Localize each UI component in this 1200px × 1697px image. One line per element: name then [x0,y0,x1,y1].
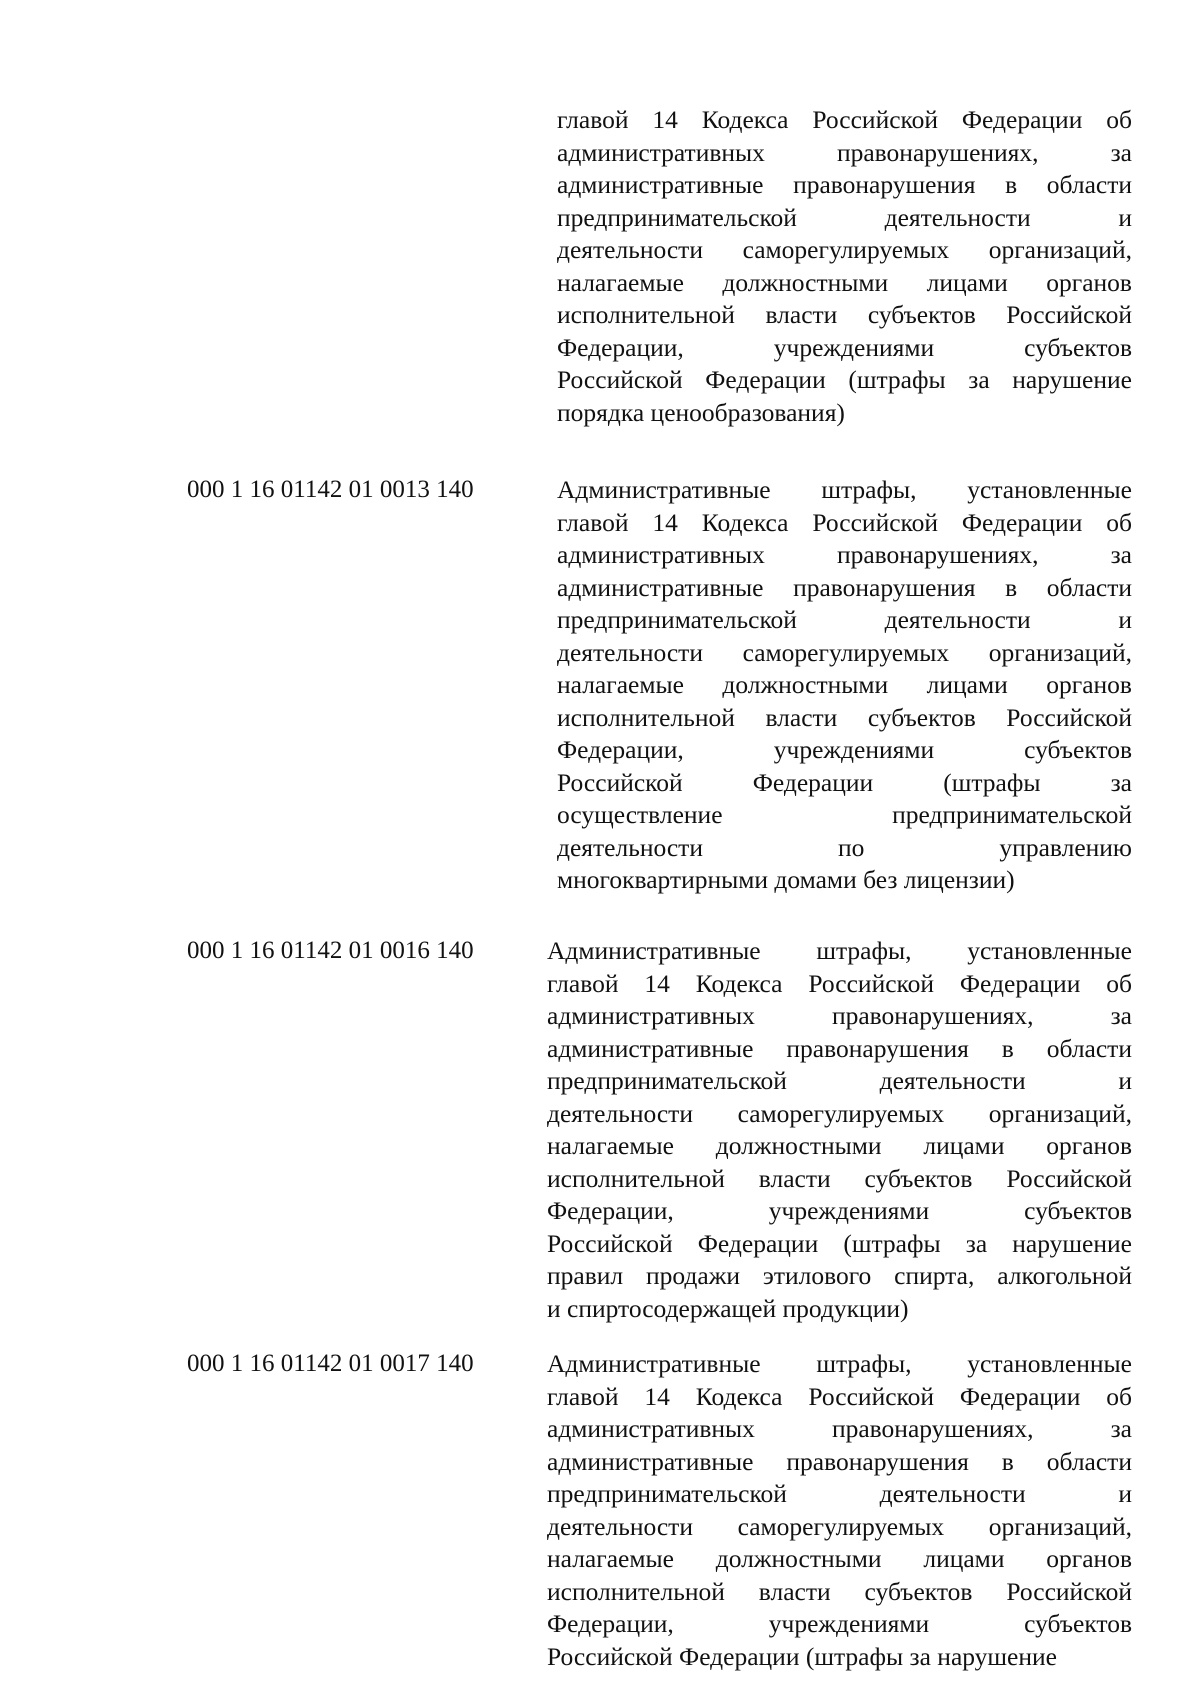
description-word: саморегулируемых [737,1098,945,1128]
description-word: саморегулируемых [737,1511,945,1541]
description-word: Российской [557,767,683,797]
description-line [547,1478,1132,1511]
description-word: за [1110,1414,1132,1443]
description-word: организаций, [988,1511,1132,1541]
description-line [547,1576,1132,1609]
description-word: правонарушения [786,1033,969,1063]
budget-classification-code: 000 1 16 01142 01 0016 140 [187,937,474,964]
description-word: правонарушения [793,572,976,602]
description-word: осуществление [557,800,723,829]
description-word: главой [547,968,619,998]
description-word: власти [765,300,838,329]
description-word: об [1106,968,1132,998]
description-word: субъектов [867,702,976,732]
description-word: Федерации [705,365,826,394]
revenue-description [547,1348,1132,1673]
description-word: об [1106,507,1132,537]
description-word: предпринимательской [892,800,1132,829]
description-line [557,767,1132,800]
description-word: штрафы, [816,936,912,965]
description-line [557,364,1132,397]
description-text: порядка ценообразования) [557,397,845,427]
description-line [547,1033,1132,1066]
description-line [557,397,1132,430]
description-word: должностными [715,1131,882,1160]
revenue-description [557,104,1132,429]
description-word: Федерации [697,1228,819,1258]
description-word: Административные [547,936,761,965]
description-word: продажи [646,1261,740,1290]
description-word: области [1046,1033,1132,1063]
description-word: и [1118,202,1132,232]
description-line [547,1228,1132,1261]
description-word: главой [547,1381,619,1411]
description-line [557,669,1132,702]
description-word: алкогольной [997,1261,1132,1290]
description-word: этилового [762,1261,872,1290]
description-line [557,234,1132,267]
description-word: Российской [812,105,939,134]
description-word: в [1001,1033,1014,1063]
description-word: налагаемые [547,1544,674,1573]
description-line [557,202,1132,235]
description-word: Кодекса [701,105,789,134]
description-word: органов [1046,670,1132,699]
description-word: Российской [1006,1163,1132,1193]
description-word: Административные [557,475,771,504]
description-word: за [1110,767,1132,797]
description-line [557,474,1132,507]
revenue-description [547,935,1132,1325]
description-line [547,1130,1132,1163]
description-word: саморегулируемых [742,637,950,667]
description-line [547,1260,1132,1293]
description-word: Федерации, [557,735,684,764]
description-text: Российской Федерации (штрафы за нарушение [547,1641,1057,1671]
description-word: субъектов [1024,1609,1132,1638]
description-line [557,267,1132,300]
description-word: организаций, [988,637,1132,667]
description-word: главой [557,105,629,134]
description-line [557,332,1132,365]
description-word: и [1118,1479,1132,1508]
description-text: многоквартирными домами без лицензии) [557,865,1015,894]
description-word: области [1046,1446,1132,1476]
description-line [547,935,1132,968]
description-word: за [1110,1001,1132,1030]
description-word: деятельности [557,637,703,667]
description-word: саморегулируемых [742,235,950,264]
description-word: административных [557,137,765,167]
description-line [547,1511,1132,1544]
description-word: правонарушениях, [836,137,1039,167]
description-word: главой [557,507,629,537]
description-word: правонарушения [793,170,976,199]
description-line [547,1381,1132,1414]
description-word: исполнительной [557,300,735,329]
description-word: субъектов [864,1576,973,1606]
description-word: деятельности [879,1479,1026,1508]
description-line [557,832,1132,865]
description-word: правонарушениях, [836,540,1039,569]
description-word: Федерации, [547,1609,674,1638]
budget-classification-code: 000 1 16 01142 01 0013 140 [187,476,474,503]
description-word: установленные [967,1349,1132,1378]
description-word: правил [547,1261,624,1290]
description-line [557,604,1132,637]
description-word: Федерации [959,968,1081,998]
description-word: должностными [722,267,889,297]
description-word: Российской [557,365,683,394]
description-line [547,1293,1132,1326]
description-line [547,1000,1132,1033]
description-word: 14 [644,1381,670,1411]
description-word: об [1106,1381,1132,1411]
description-word: административных [547,1001,755,1030]
description-line [557,864,1132,897]
description-word: правонарушения [786,1446,969,1476]
description-line [547,1413,1132,1446]
description-word: Российской [1006,702,1132,732]
description-word: организаций, [988,1098,1132,1128]
description-word: власти [758,1576,831,1606]
description-word: учреждениями [773,332,935,362]
description-word: учреждениями [768,1196,930,1225]
description-word: об [1106,105,1132,134]
description-word: деятельности [879,1066,1026,1095]
description-word: Федерации [961,105,1083,134]
description-word: деятельности [547,1098,693,1128]
description-word: субъектов [1024,735,1132,764]
description-word: субъектов [1024,1196,1132,1225]
description-word: Российской [547,1228,673,1258]
description-word: за [968,365,990,394]
description-word: за [965,1228,988,1258]
description-word: власти [758,1163,831,1193]
description-line [547,1195,1132,1228]
description-word: за [1110,137,1132,167]
description-word: административные [547,1033,754,1063]
description-line [547,1543,1132,1576]
budget-classification-code: 000 1 16 01142 01 0017 140 [187,1350,474,1377]
description-line [547,1608,1132,1641]
description-word: субъектов [1024,332,1132,362]
description-line [547,968,1132,1001]
description-word: (штрафы [848,365,946,394]
description-word: Федерации [959,1381,1081,1411]
description-word: предпринимательской [547,1066,787,1095]
description-word: деятельности [557,235,703,264]
description-line [547,1446,1132,1479]
description-word: в [1005,572,1018,602]
description-word: Российской [1006,1576,1132,1606]
description-line [557,572,1132,605]
description-word: спирта, [894,1261,975,1290]
description-line [557,169,1132,202]
description-word: штрафы, [821,475,917,504]
description-word: 14 [652,105,678,134]
description-word: правонарушениях, [831,1001,1034,1030]
description-line [557,702,1132,735]
description-line [547,1641,1132,1674]
description-text: и спиртосодержащей продукции) [547,1293,909,1323]
description-word: нарушение [1012,365,1132,394]
description-word: органов [1046,267,1132,297]
description-line [557,137,1132,170]
description-word: Российской [808,1381,935,1411]
description-word: административные [547,1446,754,1476]
description-word: (штрафы [843,1228,941,1258]
description-word: исполнительной [547,1576,725,1606]
description-word: предпринимательской [547,1479,787,1508]
description-line [557,299,1132,332]
description-line [547,1065,1132,1098]
description-word: деятельности [884,202,1031,232]
description-word: административных [547,1414,755,1443]
description-word: органов [1046,1131,1132,1160]
description-word: Российской [812,507,939,537]
description-word: учреждениями [773,735,935,764]
description-word: области [1046,572,1132,602]
description-word: установленные [967,936,1132,965]
description-word: Кодекса [695,1381,783,1411]
description-word: по [838,832,865,862]
description-word: Федерации, [547,1196,674,1225]
description-word: исполнительной [547,1163,725,1193]
description-word: деятельности [557,832,703,862]
description-word: 14 [652,507,678,537]
description-word: 14 [644,968,670,998]
description-word: Федерации, [557,332,684,362]
description-line [547,1348,1132,1381]
description-word: области [1046,170,1132,199]
description-word: лицами [926,670,1008,699]
description-word: административные [557,170,764,199]
description-word: за [1110,540,1132,569]
description-word: административные [557,572,764,602]
description-word: лицами [923,1544,1005,1573]
description-word: установленные [967,475,1132,504]
description-word: Административные [547,1349,761,1378]
description-word: Кодекса [695,968,783,998]
description-line [557,539,1132,572]
description-word: учреждениями [768,1609,930,1638]
description-line [557,104,1132,137]
description-word: предпринимательской [557,202,797,232]
description-word: организаций, [988,235,1132,264]
description-word: в [1005,170,1018,199]
description-word: в [1001,1446,1014,1476]
description-line [547,1163,1132,1196]
description-word: Федерации [752,767,874,797]
description-word: деятельности [884,605,1031,634]
description-line [547,1098,1132,1131]
description-line [557,637,1132,670]
description-word: исполнительной [557,702,735,732]
description-word: должностными [722,670,889,699]
description-line [557,734,1132,767]
description-word: Кодекса [701,507,789,537]
description-word: управлению [999,832,1132,862]
description-line [557,507,1132,540]
description-word: Российской [808,968,935,998]
description-word: субъектов [867,300,976,329]
description-word: субъектов [864,1163,973,1193]
description-word: административных [557,540,765,569]
description-line [557,799,1132,832]
description-word: органов [1046,1544,1132,1573]
description-word: налагаемые [547,1131,674,1160]
description-word: Российской [1006,300,1132,329]
description-word: Федерации [961,507,1083,537]
description-word: предпринимательской [557,605,797,634]
description-word: штрафы, [816,1349,912,1378]
revenue-description [557,474,1132,897]
description-word: налагаемые [557,670,684,699]
description-word: налагаемые [557,267,684,297]
description-word: лицами [923,1131,1005,1160]
description-word: лицами [926,267,1008,297]
description-word: правонарушениях, [831,1414,1034,1443]
description-word: власти [765,702,838,732]
description-word: деятельности [547,1511,693,1541]
description-word: нарушение [1012,1228,1132,1258]
description-word: и [1118,1066,1132,1095]
description-word: (штрафы [943,767,1041,797]
description-word: должностными [715,1544,882,1573]
description-word: и [1118,605,1132,634]
